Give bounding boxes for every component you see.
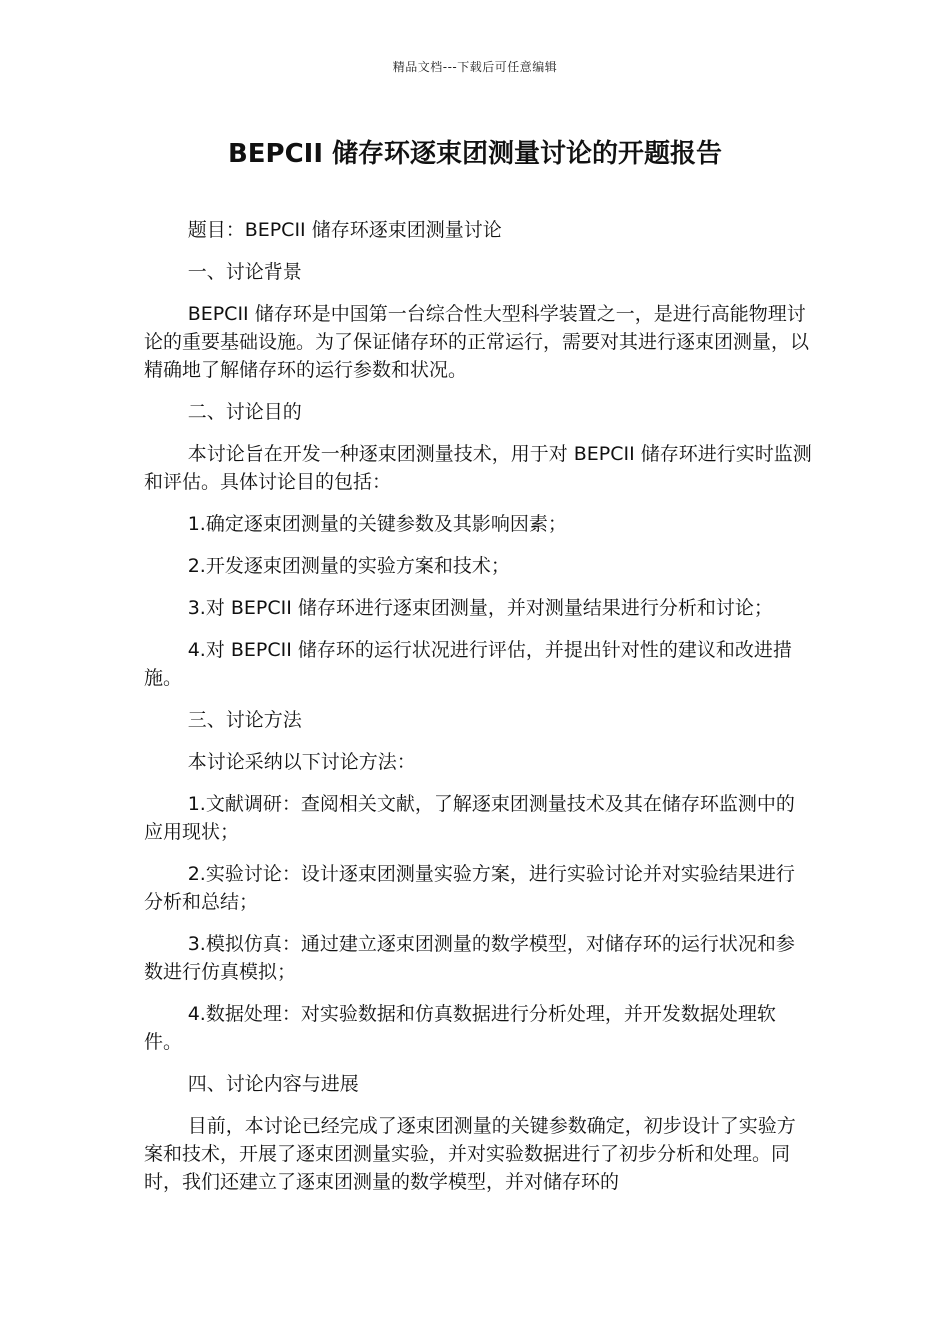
- paragraph-methods-intro: 本讨论采纳以下讨论方法：: [187, 751, 416, 773]
- list-item-method-3: 3.模拟仿真：通过建立逐束团测量的数学模型，对储存环的运行状况和参数进行仿真模拟；: [144, 933, 795, 983]
- paragraph-purpose-intro: 本讨论旨在开发一种逐束团测量技术，用于对 BEPCII 储存环进行实时监测和评估。具体讨论目的包括：: [144, 443, 812, 493]
- paragraph-progress: 目前，本讨论已经完成了逐束团测量的关键参数确定，初步设计了实验方案和技术，开展了逐束团测量实验，并对实验数据进行了初步分析和处理。同时，我们还建立了逐束团测量的数学模型，并对储存环的: [144, 1115, 796, 1193]
- section-heading-purpose: 二、讨论目的: [187, 401, 302, 423]
- section-heading-progress: 四、讨论内容与进展: [187, 1073, 359, 1095]
- page-header: 精品文档---下载后可任意编辑: [392, 60, 558, 74]
- list-item-method-1: 1.文献调研：查阅相关文献，了解逐束团测量技术及其在储存环监测中的应用现状；: [144, 793, 795, 843]
- list-item-method-4: 4.数据处理：对实验数据和仿真数据进行分析处理，并开发数据处理软件。: [144, 1003, 776, 1053]
- list-item-purpose-4: 4.对 BEPCII 储存环的运行状况进行评估，并提出针对性的建议和改进措施。: [144, 639, 792, 689]
- document-body: [144, 216, 812, 1210]
- list-item-purpose-2: 2.开发逐束团测量的实验方案和技术；: [187, 555, 510, 577]
- section-heading-background: 一、讨论背景: [187, 261, 302, 283]
- list-item-purpose-3: 3.对 BEPCII 储存环进行逐束团测量，并对测量结果进行分析和讨论；: [187, 597, 773, 619]
- list-item-method-2: 2.实验讨论：设计逐束团测量实验方案，进行实验讨论并对实验结果进行分析和总结；: [144, 863, 795, 913]
- paragraph-background: BEPCII 储存环是中国第一台综合性大型科学装置之一，是进行高能物理讨论的重要基础设施。为了保证储存环的正常运行，需要对其进行逐束团测量，以精确地了解储存环的运行参数和状况。: [144, 303, 810, 381]
- document-title: BEPCII 储存环逐束团测量讨论的开题报告: [227, 139, 723, 169]
- list-item-purpose-1: 1.确定逐束团测量的关键参数及其影响因素；: [187, 513, 567, 535]
- section-heading-methods: 三、讨论方法: [187, 709, 302, 731]
- topic-line: 题目：BEPCII 储存环逐束团测量讨论: [187, 219, 502, 241]
